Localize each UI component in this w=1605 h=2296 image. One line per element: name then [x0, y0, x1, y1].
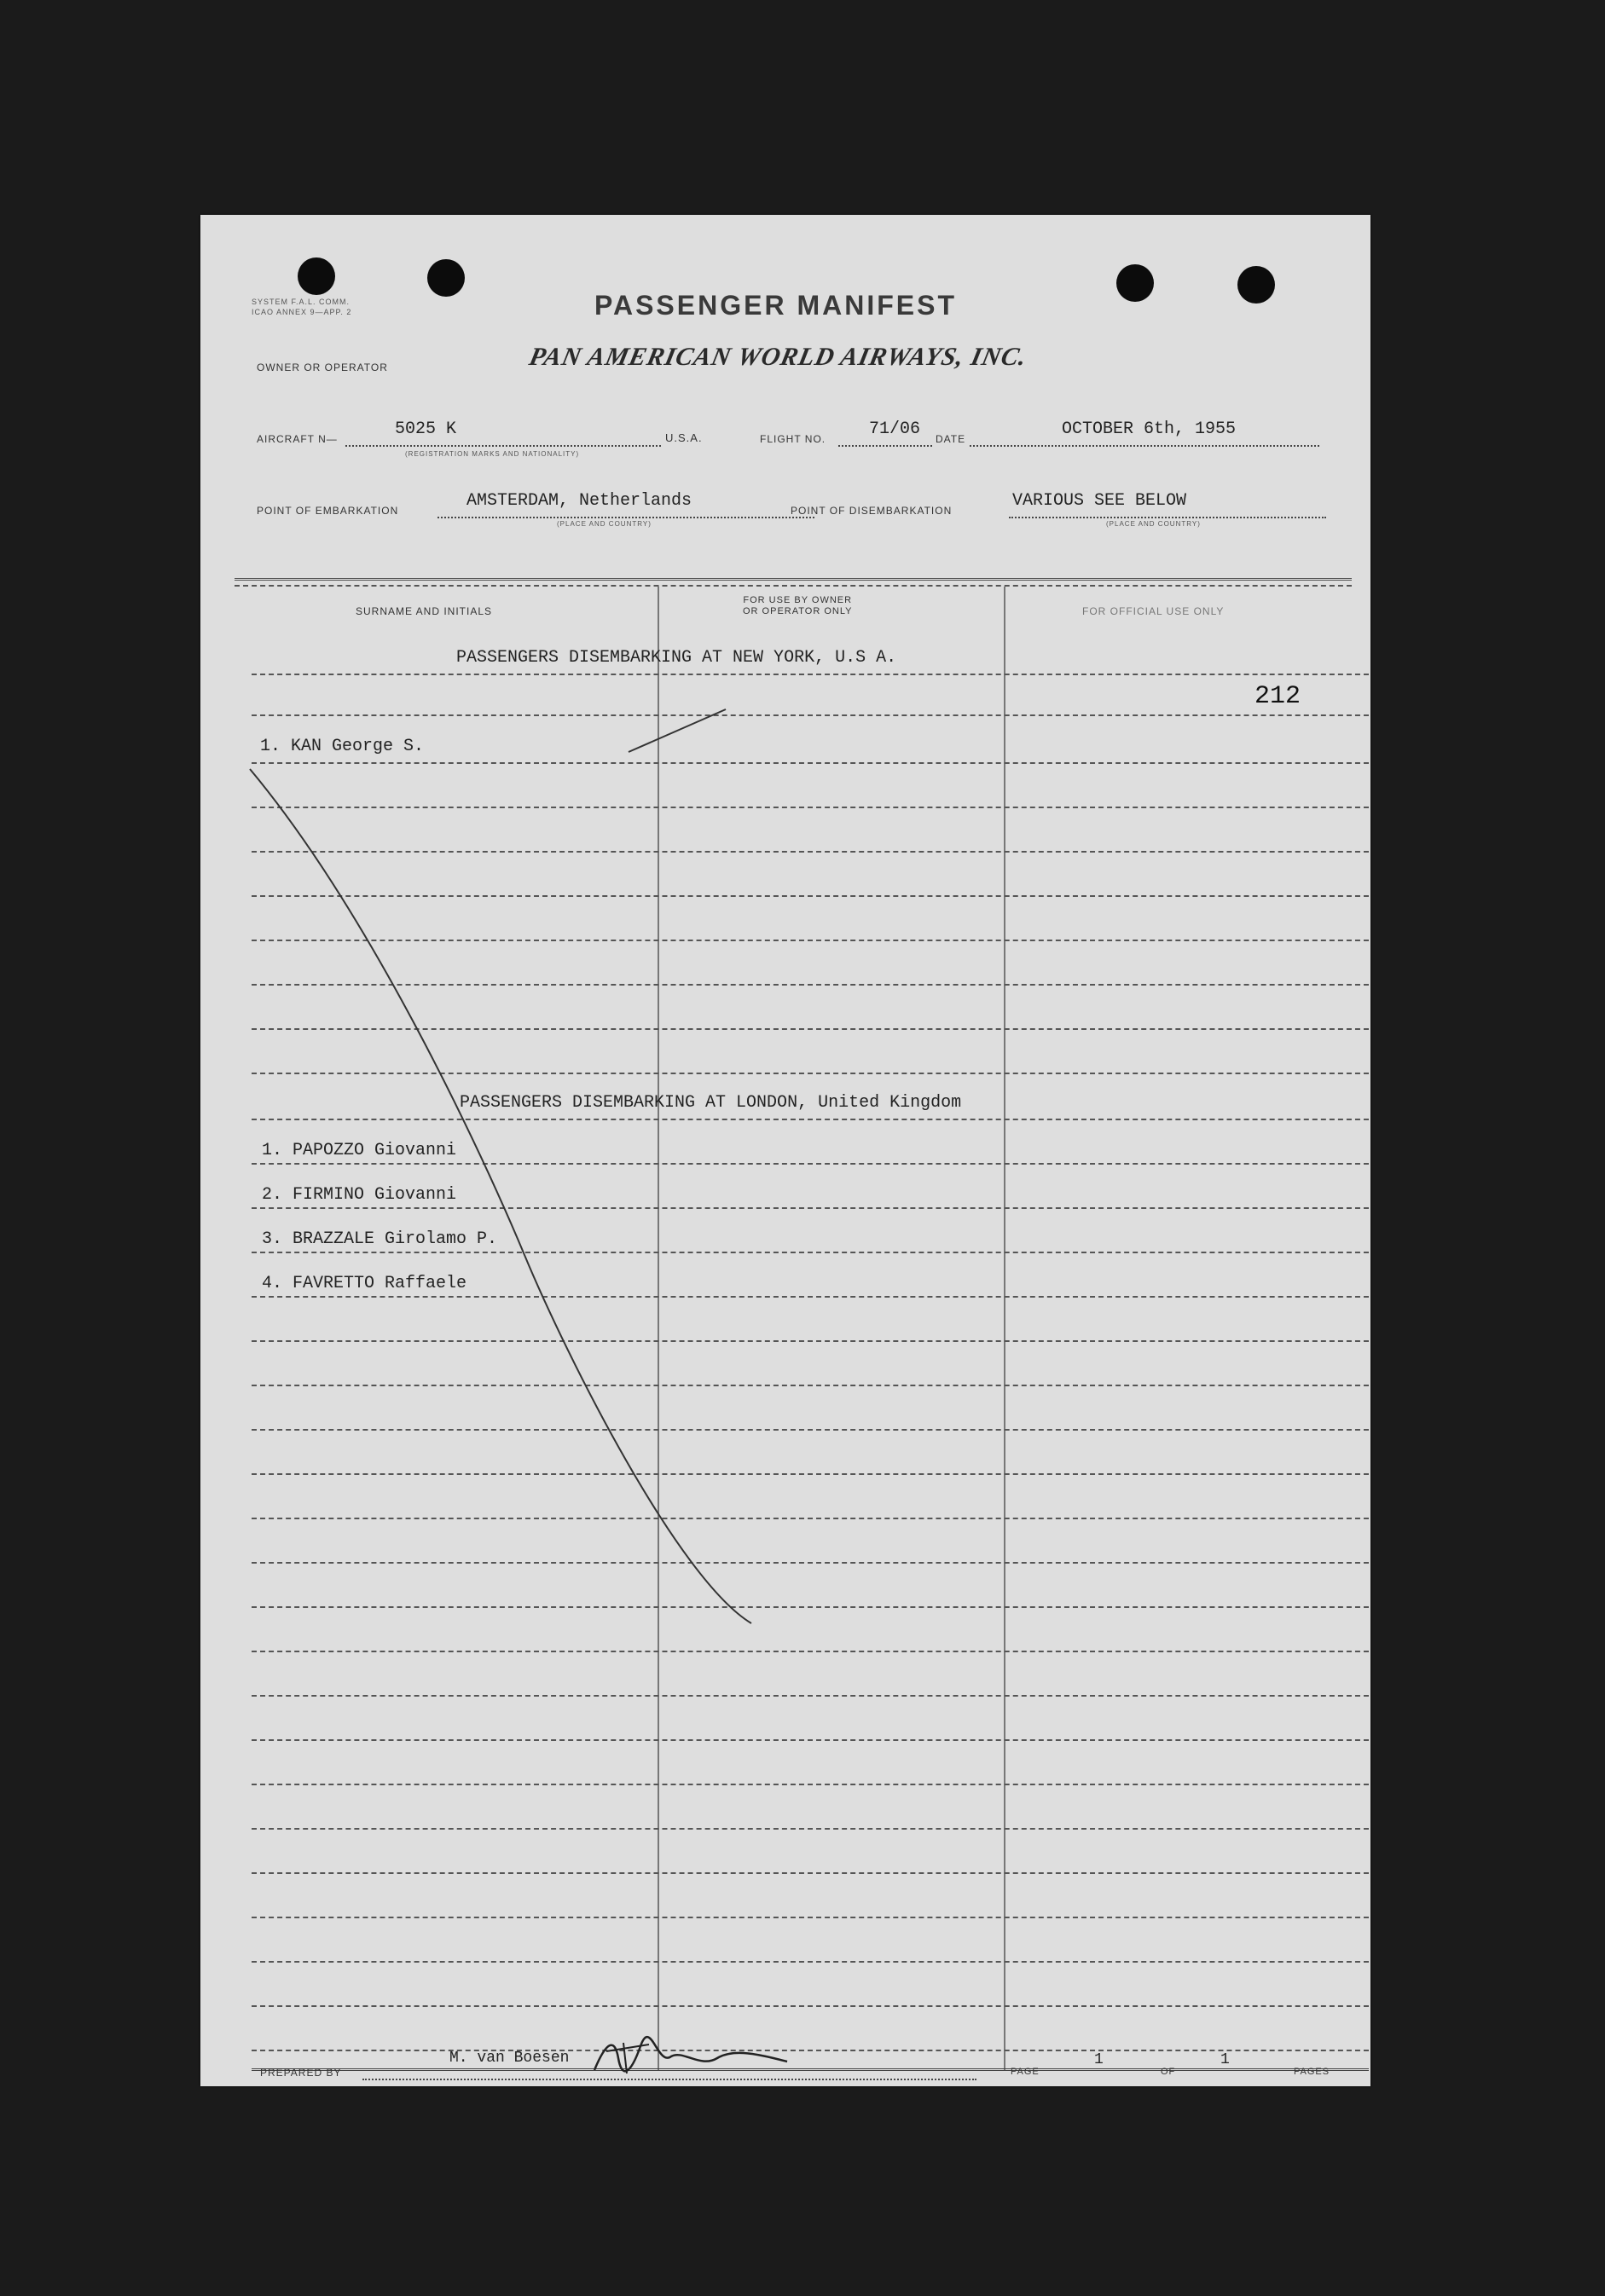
disembark-label: POINT OF DISEMBARKATION [791, 505, 953, 517]
aircraft-value: 5025 K [395, 419, 457, 439]
section-heading-new-york: PASSENGERS DISEMBARKING AT NEW YORK, U.S A. [456, 648, 897, 668]
date-label: DATE [936, 433, 966, 445]
aircraft-label: AIRCRAFT N— [257, 433, 338, 445]
embark-sublabel: (PLACE AND COUNTRY) [557, 520, 652, 528]
column-header-official: FOR OFFICIAL USE ONLY [1082, 605, 1225, 617]
embark-value: AMSTERDAM, Netherlands [466, 491, 692, 511]
punch-hole [1237, 266, 1275, 304]
punch-hole [298, 257, 335, 295]
embark-label: POINT OF EMBARKATION [257, 505, 399, 517]
form-reference [252, 297, 351, 317]
column-divider [1004, 587, 1005, 2070]
disembark-sublabel: (PLACE AND COUNTRY) [1106, 520, 1201, 528]
passenger-row: 1. PAPOZZO Giovanni [262, 1141, 457, 1160]
aircraft-sublabel: (REGISTRATION MARKS AND NATIONALITY) [405, 450, 580, 458]
column-header-owner-line1: FOR USE BY OWNER [743, 595, 853, 605]
punch-hole [427, 259, 465, 297]
passenger-row: 2. FIRMINO Giovanni [262, 1185, 457, 1205]
airline-name: PAN AMERICAN WORLD AIRWAYS, INC. [526, 343, 1030, 371]
passenger-row: 3. BRAZZALE Girolamo P. [262, 1229, 498, 1249]
disembark-value: VARIOUS SEE BELOW [1012, 491, 1187, 511]
prepared-by-label: PREPARED BY [260, 2067, 342, 2079]
country-label: U.S.A. [665, 431, 703, 444]
section-heading-london: PASSENGERS DISEMBARKING AT LONDON, United Kingdom [460, 1093, 962, 1113]
passenger-row: 1. KAN George S. [260, 737, 425, 756]
page-number: 212 [1254, 682, 1301, 711]
of-label: OF [1161, 2067, 1176, 2077]
signature [589, 2033, 794, 2084]
form-title: PASSENGER MANIFEST [594, 290, 957, 321]
page-label: PAGE [1011, 2067, 1040, 2077]
page-value: 1 [1094, 2051, 1104, 2068]
pages-label: PAGES [1294, 2067, 1330, 2077]
column-header-owner [743, 595, 852, 617]
column-header-surname: SURNAME AND INITIALS [356, 605, 493, 617]
flight-number: 71/06 [869, 419, 921, 439]
flight-label: FLIGHT NO. [760, 433, 826, 445]
prepared-by-name: M. van Boesen [449, 2050, 570, 2067]
of-value: 1 [1220, 2051, 1230, 2068]
column-header-owner-line2: OR OPERATOR ONLY [743, 606, 853, 616]
passenger-row: 4. FAVRETTO Raffaele [262, 1274, 467, 1293]
date-value: OCTOBER 6th, 1955 [1062, 419, 1237, 439]
form-reference-line1: SYSTEM F.A.L. COMM. [252, 298, 351, 306]
manifest-page [200, 215, 1370, 2086]
column-divider [658, 587, 659, 2070]
punch-hole [1116, 264, 1154, 302]
form-reference-line2: ICAO ANNEX 9—APP. 2 [252, 308, 352, 316]
owner-label: OWNER OR OPERATOR [257, 361, 388, 373]
